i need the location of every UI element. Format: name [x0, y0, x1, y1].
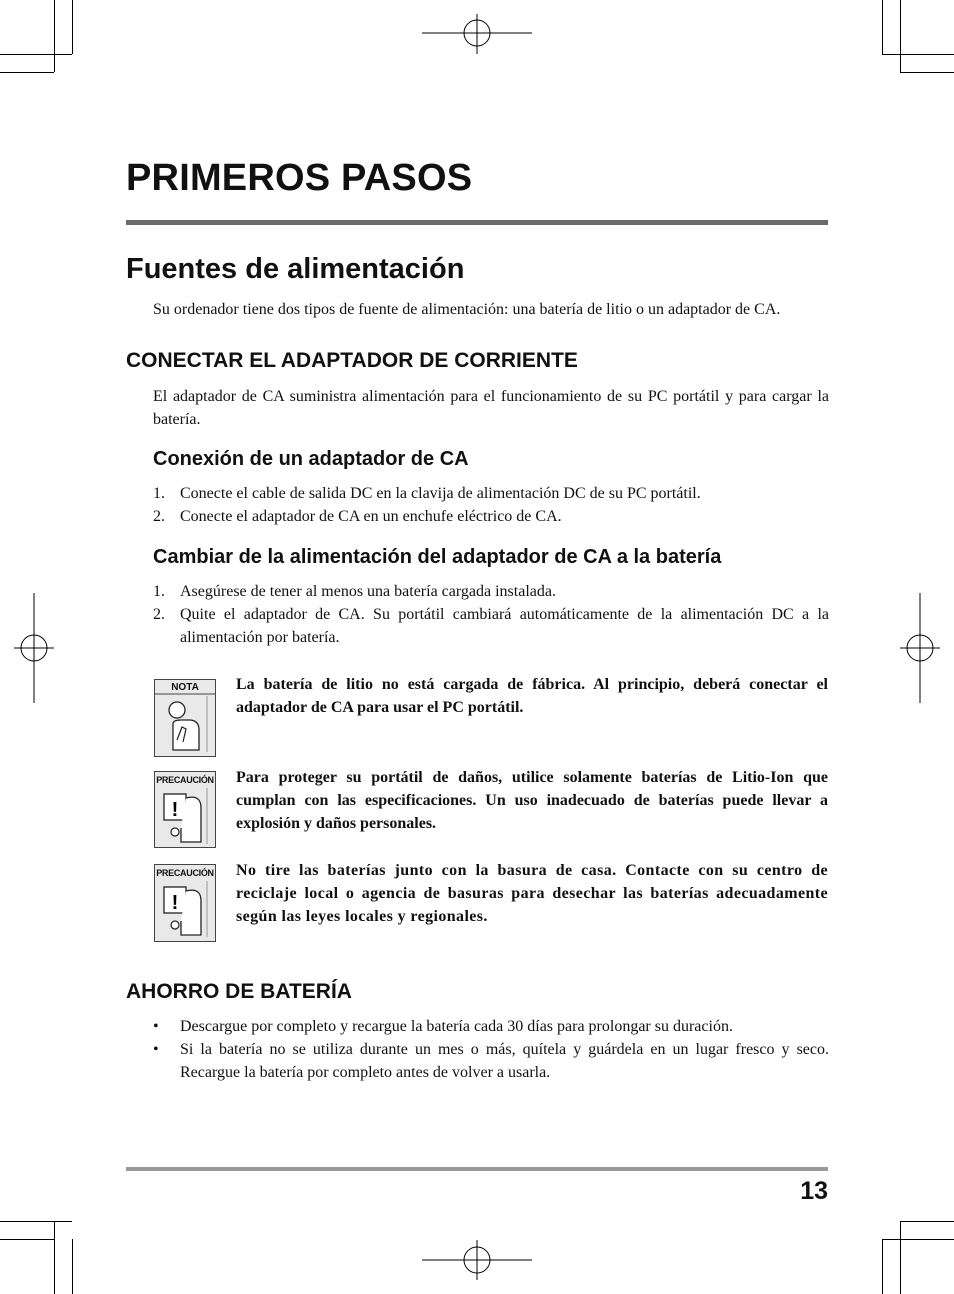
- caution-label: PRECAUCIÓN: [156, 868, 214, 878]
- list-item-text: Asegúrese de tener al menos una batería cargada instalada.: [180, 583, 556, 600]
- list-number: 1.: [153, 485, 165, 502]
- section-title: Fuentes de alimentación: [126, 253, 465, 285]
- list-item-text: Conecte el adaptador de CA en un enchufe eléctrico de CA.: [180, 508, 562, 525]
- note-label: NOTA: [171, 682, 199, 693]
- caution-text: No tire las baterías junto con la basura de casa. Contacte con su centro de reciclaje local o agencia de basuras para desechar las baterías adecuadamente según las leyes locales y regionales.: [236, 862, 828, 925]
- list-ahorro: [153, 1015, 829, 1084]
- list-item: [153, 1015, 829, 1038]
- list-item: [153, 580, 829, 603]
- registration-mark-left: [14, 593, 54, 703]
- heading-conectar: CONECTAR EL ADAPTADOR DE CORRIENTE: [126, 349, 578, 372]
- bullet: •: [153, 1041, 159, 1058]
- list-item: [153, 603, 829, 649]
- title-rule: [126, 220, 828, 225]
- intro-paragraph: Su ordenador tiene dos tipos de fuente de alimentación: una batería de litio o un adaptador de CA.: [153, 301, 781, 318]
- list-conexion: [153, 482, 829, 528]
- page-title: PRIMEROS PASOS: [126, 157, 473, 199]
- heading-cambiar: Cambiar de la alimentación del adaptador de CA a la batería: [153, 546, 722, 568]
- heading-conexion: Conexión de un adaptador de CA: [153, 448, 469, 470]
- registration-mark-top: [422, 14, 532, 54]
- bullet: •: [153, 1018, 159, 1035]
- note-figure-icon: [154, 679, 216, 757]
- list-item-text: Conecte el cable de salida DC en la clavija de alimentación DC de su PC portátil.: [180, 485, 701, 502]
- registration-mark-bottom: [422, 1240, 532, 1280]
- footer-rule: [126, 1167, 828, 1171]
- caution-figure-icon: [154, 771, 216, 848]
- registration-mark-right: [900, 593, 940, 703]
- caution-label: PRECAUCIÓN: [156, 775, 214, 785]
- list-item: [153, 1038, 829, 1084]
- note-text: La batería de litio no está cargada de fábrica. Al principio, deberá conectar el adaptador de CA para usar el PC portátil.: [236, 676, 828, 716]
- list-item: [153, 505, 829, 528]
- list-item-text: Descargue por completo y recargue la batería cada 30 días para prolongar su duración.: [180, 1018, 733, 1035]
- paragraph-conectar: El adaptador de CA suministra alimentación para el funcionamiento de su PC portátil y para cargar la batería.: [153, 388, 829, 428]
- list-item-text: Quite el adaptador de CA. Su portátil cambiará automáticamente de la alimentación DC a la alimentación por batería.: [180, 606, 829, 646]
- svg-text:!: !: [171, 892, 179, 914]
- list-item-text: Si la batería no se utiliza durante un mes o más, quítela y guárdela en un lugar fresco y seco. Recargue la batería por completo antes de volver a usarla.: [180, 1041, 829, 1081]
- caution-text: Para proteger su portátil de daños, utilice solamente baterías de Litio-Ion que cumplan con las especificaciones. Un uso inadecuado de baterías puede llevar a explosión y daños personales.: [236, 769, 828, 832]
- list-number: 2.: [153, 508, 165, 525]
- page-number: 13: [800, 1177, 828, 1205]
- heading-ahorro: AHORRO DE BATERÍA: [126, 980, 352, 1003]
- svg-text:!: !: [171, 799, 179, 821]
- caution-figure-icon: [154, 864, 216, 942]
- list-number: 1.: [153, 583, 165, 600]
- list-item: [153, 482, 829, 505]
- list-cambiar: [153, 580, 829, 649]
- list-number: 2.: [153, 606, 165, 623]
